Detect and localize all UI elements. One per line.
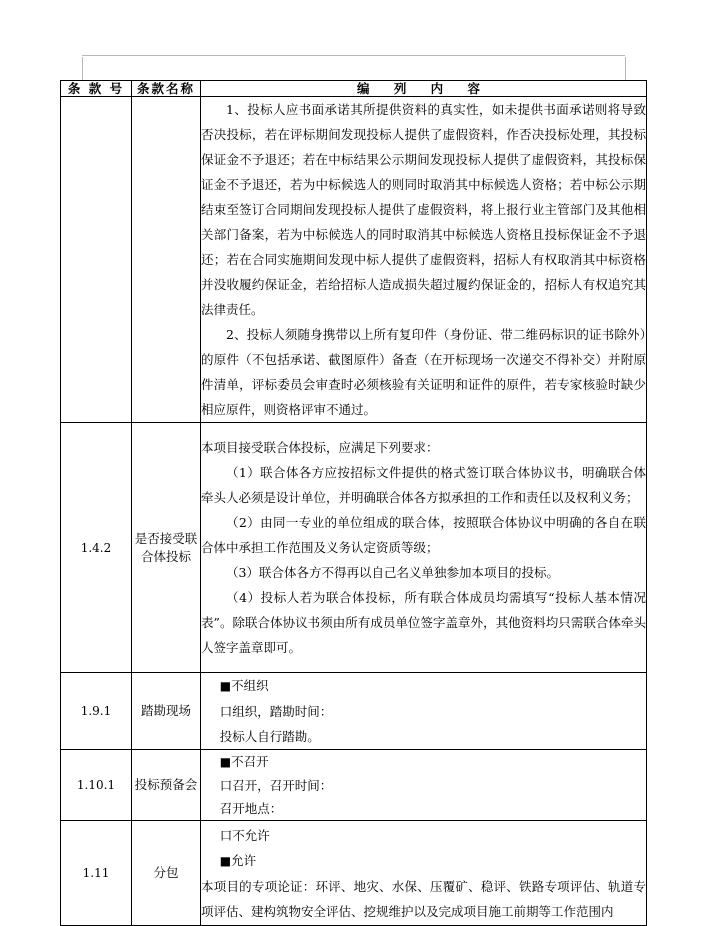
header-corner-mark-left (82, 57, 83, 81)
table-row-subcontract (61, 821, 647, 926)
integrity-content-cell (201, 97, 647, 423)
subcontract-content-cell (201, 821, 647, 926)
consortium-item-3: （3）联合体各方不得再以自己名义单独参加本项目的投标。 (226, 565, 559, 580)
subcontract-option-no-label: 不允许 (232, 827, 270, 843)
integrity-paragraph-1: 1、投标人应书面承诺其所提供资料的真实性，如未提供书面承诺则将导致否决投标，若在评标期间发现投标人提供了虚假资料，作否决投标处理，其投标保证金不予退还；若在中标结果公示期间发现投标人提供了虚假资料，其投标保证金不予退还，若为中标候选人的则同时取消其中标候选人资格；若中标公示期结束至签订合同期间发现投标人提供了虚假资料，将上报行业主管部门及其他相关部门备案，若为中标候选人的同时取消其中标候选人资格且投标保证金不予退还；若在合同实施期间发现中标人提供了虚假资料，招标人有权取消其中标资格并没收履约保证金，若给招标人造成损失超过履约保证金的，招标人有权追究其法律责任。 (201, 102, 646, 317)
page-header-rule (82, 55, 625, 56)
table-header-row (61, 81, 647, 97)
site-visit-content-cell (201, 673, 647, 750)
site-visit-clause-number: 1.9.1 (61, 673, 132, 750)
header-clause-number: 条 款 号 (61, 81, 132, 97)
subcontract-clause-number: 1.11 (61, 821, 132, 926)
pre-bid-option-yes (201, 774, 646, 797)
unchecked-box-icon: 口 (219, 827, 233, 843)
site-visit-option-yes (201, 699, 646, 724)
unchecked-box-icon: 口 (219, 778, 233, 793)
header-corner-mark-right (625, 57, 626, 81)
site-visit-note: 投标人自行踏勘。 (219, 729, 320, 744)
pre-bid-option-no-label: 不召开 (231, 754, 269, 769)
header-content: 编 列 内 容 (201, 81, 647, 97)
integrity-name-cell (132, 97, 201, 423)
site-visit-option-yes-label: 组织，踏勘时间： (232, 704, 333, 719)
site-visit-option-no (201, 673, 646, 699)
consortium-item-4: （4）投标人若为联合体投标，所有联合体成员均需填写“投标人基本情况表”。除联合体协议书须由所有成员单位签字盖章外，其他资料均只需联合体牵头人签字盖章即可。 (201, 590, 646, 655)
pre-bid-clause-name: 投标预备会 (132, 750, 201, 821)
subcontract-clause-name: 分包 (132, 821, 201, 926)
pre-bid-location: 召开地点： (219, 801, 283, 816)
subcontract-option-yes (201, 848, 646, 874)
clause-table (60, 80, 647, 926)
consortium-clause-number: 1.4.2 (61, 423, 132, 673)
pre-bid-option-no (201, 750, 646, 774)
checked-box-icon: ■ (219, 755, 232, 769)
subcontract-text: 本项目的专项论证：环评、地灾、水保、压覆矿、稳评、铁路专项评估、轨道专项评估、建构筑物安全评估、挖规维护以及完成项目施工前期等工作范围内 (201, 878, 646, 919)
consortium-item-2: （2）由同一专业的单位组成的联合体，按照联合体协议中明确的各自在联合体中承担工作范围及义务认定资质等级； (201, 515, 646, 555)
checked-box-icon: ■ (219, 679, 232, 693)
consortium-intro: 本项目接受联合体投标，应满足下列要求： (201, 440, 439, 455)
consortium-content-cell (201, 423, 647, 673)
table-row-pre-bid (61, 750, 647, 821)
consortium-clause-name: 是否接受联合体投标 (132, 423, 201, 673)
integrity-number-cell (61, 97, 132, 423)
subcontract-option-yes-label: 允许 (231, 852, 257, 868)
checked-box-icon: ■ (219, 853, 232, 868)
table-row-site-visit (61, 673, 647, 750)
header-clause-name: 条款名称 (132, 81, 201, 97)
consortium-item-1: （1）联合体各方应按招标文件提供的格式签订联合体协议书，明确联合体牵头人必须是设计单位，并明确联合体各方拟承担的工作和责任以及权利义务； (201, 465, 646, 505)
table-row-integrity (61, 97, 647, 423)
table-row-consortium (61, 423, 647, 673)
unchecked-box-icon: 口 (219, 704, 233, 719)
pre-bid-option-yes-label: 召开，召开时间： (232, 778, 333, 793)
site-visit-clause-name: 踏勘现场 (132, 673, 201, 750)
pre-bid-clause-number: 1.10.1 (61, 750, 132, 821)
integrity-paragraph-2: 2、投标人须随身携带以上所有复印件（身份证、带二维码标识的证书除外）的原件（不包括承诺、截图原件）备查（在开标现场一次递交不得补交）并附原件清单，评标委员会审查时必须核验有关证明和证件的原件，若专家核验时缺少相应原件，则资格评审不通过。 (201, 327, 646, 417)
site-visit-option-no-label: 不组织 (231, 678, 269, 693)
subcontract-option-no (201, 823, 646, 848)
pre-bid-content-cell (201, 750, 647, 821)
